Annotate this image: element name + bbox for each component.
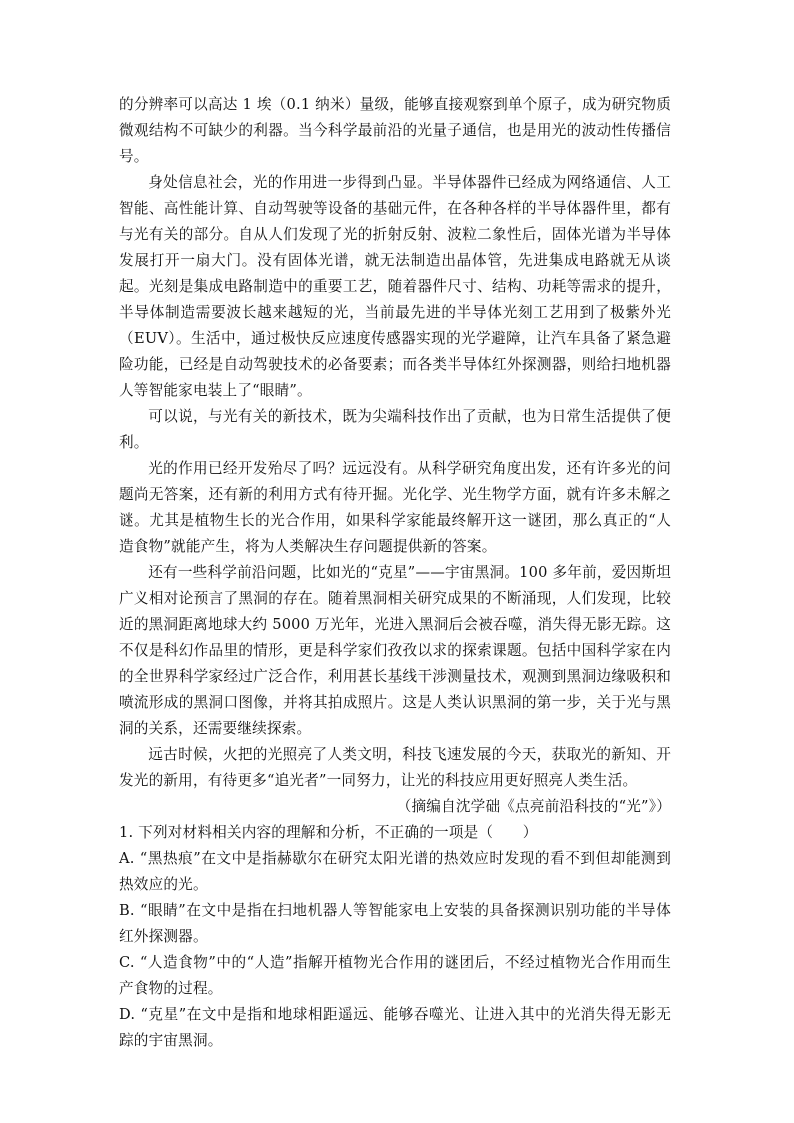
paragraph-2: 身处信息社会，光的作用进一步得到凸显。半导体器件已经成为网络通信、人工智能、高性能计算、自动驾驶等设备的基础元件，在各种各样的半导体器件里，都有与光有关的部分。自从人们发现了光的折射反射、波粒二象性后，固体光谱为半导体发展打开一扇大门。没有固体光谱，就无法制造出晶体管，先进集成电路就无从谈起。光刻是集成电路制造中的重要工艺，随着器件尺寸、结构、功耗等需求的提升，半导体制造需要波长越来越短的光，当前最先进的半导体光刻工艺用到了极紫外光（EUV）。生活中，通过极快反应速度传感器实现的光学避障，让汽车具备了紧急避险功能，已经是自动驾驶技术的必备要素；而各类半导体红外探测器，则给扫地机器人等智能家电装上了“眼睛”。: [119, 174, 671, 399]
option-d: D. “克星”在文中是指和地球相距遥远、能够吞噬光、让进入其中的光消失得无影无踪的宇宙黑洞。: [119, 1006, 671, 1049]
paragraph-6: 远古时候，火把的光照亮了人类文明，科技飞速发展的今天，获取光的新知、开发光的新用，有待更多“追光者”一同努力，让光的科技应用更好照亮人类生活。: [119, 746, 671, 789]
source-citation: （摘编自沈学础《点亮前沿科技的“光”》）: [396, 798, 671, 815]
paragraph-5: 还有一些科学前沿问题，比如光的“克星”——宇宙黑洞。100 多年前，爱因斯坦广义相对论预言了黑洞的存在。随着黑洞相关研究成果的不断涌现，人们发现，比较近的黑洞距离地球大约 5000 万光年，光进入黑洞后会被吞噬，消失得无影无踪。这不仅是科幻作品里的情形，更是科学家们孜孜以求的探索课题。包括中国科学家在内的全世界科学家经过广泛合作，利用甚长基线干涉测量技术，观测到黑洞边缘吸积和喷流形成的黑洞口图像，并将其拍成照片。这是人类认识黑洞的第一步，关于光与黑洞的关系，还需要继续探索。: [119, 564, 671, 737]
paragraph-1: 的分辨率可以高达 1 埃（0.1 纳米）量级，能够直接观察到单个原子，成为研究物质微观结构不可缺少的利器。当今科学最前沿的光量子通信，也是用光的波动性传播信号。: [119, 96, 671, 165]
option-a: A. “黑热痕”在文中是指赫歇尔在研究太阳光谱的热效应时发现的看不到但却能测到热效应的光。: [119, 850, 671, 893]
paragraph-4: 光的作用已经开发殆尽了吗？远远没有。从科学研究角度出发，还有许多光的问题尚无答案，还有新的利用方式有待开掘。光化学、光生物学方面，就有许多未解之谜。尤其是植物生长的光合作用，如果科学家能最终解开这一谜团，那么真正的“人造食物”就能产生，将为人类解决生存问题提供新的答案。: [119, 460, 671, 555]
option-c: C. “人造食物”中的“人造”指解开植物光合作用的谜团后，不经过植物光合作用而生产食物的过程。: [119, 954, 671, 997]
option-b: B. “眼睛”在文中是指在扫地机器人等智能家电上安装的具备探测识别功能的半导体红外探测器。: [119, 902, 671, 945]
question-stem: 1. 下列对材料相关内容的理解和分析，不正确的一项是（ ）: [119, 824, 538, 841]
passage: [119, 92, 671, 1054]
paragraph-3: 可以说，与光有关的新技术，既为尖端科技作出了贡献，也为日常生活提供了便利。: [119, 408, 671, 451]
